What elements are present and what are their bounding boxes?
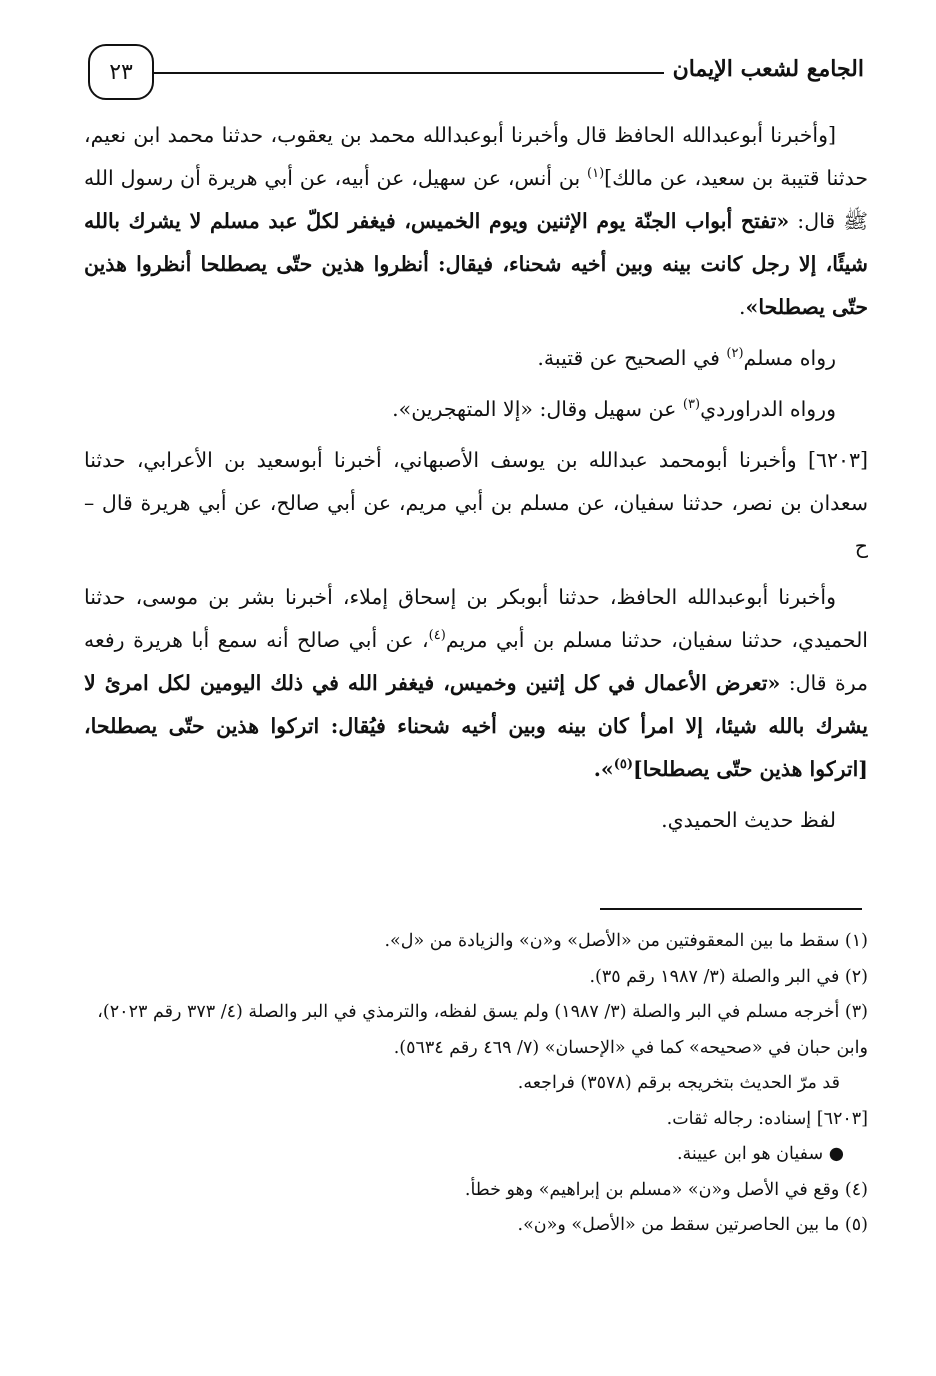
text: رواه مسلم xyxy=(743,346,836,370)
paragraph-hadith-6203: [٦٢٠٣] وأخبرنا أبومحمد عبدالله بن يوسف الأصبهاني، أخبرنا أبوسعيد بن الأعرابي، حدثنا سعدان بن نصر، حدثنا سفيان، عن مسلم بن أبي مريم، عن أبي صالح، عن أبي هريرة قال – ح xyxy=(84,448,868,558)
punctuation: . xyxy=(739,295,746,319)
footnote-ref-4: (٤) xyxy=(428,628,446,644)
text-cont: في الصحيح عن قتيبة. xyxy=(537,346,727,370)
footnote-ref-2: (٢) xyxy=(726,346,744,362)
paragraph-riwayah-muslim xyxy=(84,337,868,380)
paragraph-hadith-1 xyxy=(84,114,868,329)
hadith-matn: «تفتح أبواب الجنّة يوم الإثنين ويوم الخميس، فيغفر لكلّ عبد مسلم لا يشرك بالله شيئًا، إلا رجل كانت بينه وبين أخيه شحناء، فيقال: أنظروا هذين حتّى يصطلحا أنظروا هذين حتّى يصطلحا» xyxy=(84,209,868,319)
footnote-1: (١) سقط ما بين المعقوفتين من «الأصل» و«ن» والزيادة من «ل». xyxy=(384,931,868,951)
text: ورواه الدراوردي xyxy=(700,397,836,421)
footnote-3: (٣) أخرجه مسلم في البر والصلة (٣/ ١٩٨٧) ولم يسق لفظه، والترمذي في البر والصلة (٤/ ٣٧٣ رقم ٢٠٢٣)، وابن حبان في «صحيحه» كما في «الإحسان» (٧/ ٤٦٩ رقم ٥٦٣٤). xyxy=(97,1002,868,1058)
page-number: ٢٣ xyxy=(88,44,154,100)
footnote-separator xyxy=(600,908,862,910)
footnote-bullet-note: ● سفيان هو ابن عيينة. xyxy=(676,1144,844,1164)
footnote-ref-5: (٥) xyxy=(613,757,634,773)
isnad-text: [وأخبرنا أبوعبدالله الحافظ قال وأخبرنا أبوعبدالله محمد بن يعقوب، حدثنا محمد ابن نعيم، حدثنا قتيبة بن سعيد، عن مالك] xyxy=(84,123,868,190)
paragraph-riwayah-darawardi xyxy=(84,388,868,431)
footnote-isnad-6203: [٦٢٠٣] إسناده: رجاله ثقات. xyxy=(666,1108,868,1129)
hadith-matn xyxy=(84,671,868,781)
isnad-text-cont: ، عن أبي صالح أنه سمع أبا هريرة رفعه مرة قال: xyxy=(84,628,868,695)
paragraph-hadith-6203-second-isnad xyxy=(84,576,868,791)
footnote-5: (٥) ما بين الحاصرتين سقط من «الأصل» و«ن». xyxy=(517,1215,868,1235)
footnote-3-continuation: قد مرّ الحديث بتخريجه برقم (٣٥٧٨) فراجعه. xyxy=(517,1073,840,1093)
footnotes xyxy=(84,924,868,1244)
footnote-ref-1: (١) xyxy=(587,166,605,182)
paragraph-lafz: لفظ حديث الحميدي. xyxy=(661,808,836,832)
isnad-text: وأخبرنا أبوعبدالله الحافظ، حدثنا أبوبكر بن إسحاق إملاء، أخبرنا بشر بن موسى، حدثنا الحميدي، حدثنا سفيان، حدثنا مسلم بن أبي مريم xyxy=(84,585,869,652)
header-rule xyxy=(154,72,664,74)
matn-text: «تعرض الأعمال في كل إثنين وخميس، فيغفر الله في ذلك اليومين لكل امرئ لا يشرك بالله شيئا، إلا امرأ كان بينه وبين أخيه شحناء فيُقال: اتركوا هذين حتّى يصطلحا، [اتركوا هذين حتّى يصطلحا] xyxy=(84,671,868,781)
text-cont: عن سهيل وقال: «إلا المتهجرين». xyxy=(392,397,683,421)
main-text xyxy=(84,114,868,850)
matn-end: ». xyxy=(593,757,614,781)
running-title: الجامع لشعب الإيمان xyxy=(672,56,864,82)
footnote-4: (٤) وقع في الأصل و«ن» «مسلم بن إبراهيم» وهو خطأ. xyxy=(464,1179,868,1200)
page-header xyxy=(88,44,864,106)
footnote-ref-3: (٣) xyxy=(682,397,701,413)
isnad-text-cont: بن أنس، عن سهيل، عن أبيه، عن أبي هريرة أن رسول الله ﷺ قال: xyxy=(84,166,868,233)
footnote-2: (٢) في البر والصلة (٣/ ١٩٨٧ رقم ٣٥). xyxy=(589,966,868,987)
